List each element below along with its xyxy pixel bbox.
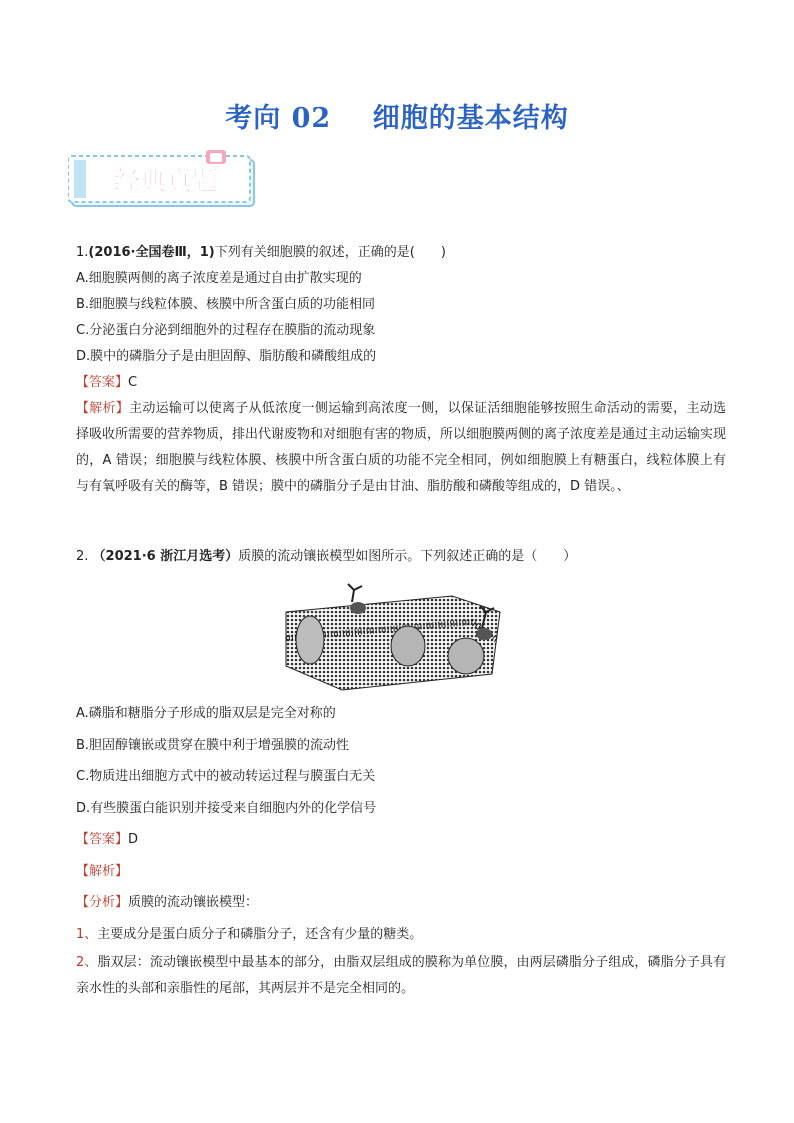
option-d: D.有些膜蛋白能识别并接受来自细胞内外的化学信号 <box>76 800 377 816</box>
question-2-stem: 2. （2021·6 浙江月选考）质膜的流动镶嵌模型如图所示。下列叙述正确的是（ ） <box>76 549 577 564</box>
point-1: 1、主要成分是蛋白质分子和磷脂分子，还含有少量的糖类。 <box>76 926 423 942</box>
answer-line: 【答案】C <box>76 375 138 390</box>
membrane-model-figure <box>282 582 504 694</box>
question-2 <box>76 544 726 570</box>
option-b: B.胆固醇镶嵌或贯穿在膜中利于增强膜的流动性 <box>76 737 350 753</box>
option-b: B.细胞膜与线粒体膜、核膜中所含蛋白质的功能相同 <box>76 297 376 312</box>
page-title: 考向 02 细胞的基本结构 <box>225 103 569 134</box>
option-d: D.膜中的磷脂分子是由胆固醇、脂肪酸和磷酸组成的 <box>76 349 377 364</box>
question-1 <box>76 240 726 500</box>
answer-line: 【答案】D <box>76 832 139 847</box>
option-c: C.分泌蛋白分泌到细胞外的过程存在膜脂的流动现象 <box>76 323 376 338</box>
banner-label: 经典真题 <box>113 167 219 197</box>
question-1-stem: 1.(2016·全国卷Ⅲ，1)下列有关细胞膜的叙述，正确的是( ) <box>76 245 446 260</box>
question-2-options <box>76 698 726 1002</box>
option-a: A.细胞膜两侧的离子浓度差是通过自由扩散实现的 <box>76 271 362 286</box>
option-a: A.磷脂和糖脂分子形成的脂双层是完全对称的 <box>76 706 336 721</box>
fenxi-line: 【分析】质膜的流动镶嵌模型： <box>76 895 259 910</box>
analysis-paragraph: 【解析】主动运输可以使离子从低浓度一侧运输到高浓度一侧，以保证活细胞能够按照生命活动的需要，主动选择吸收所需要的营养物质，排出代谢废物和对细胞有害的物质，所以细胞膜两侧的离子浓度差是通过主动运输实现的，A 错误；细胞膜与线粒体膜、核膜中所含蛋白质的功能不完全相同，例如细胞膜上有糖蛋白，线粒体膜上有与有氧呼吸有关的酶等，B 错误；膜中的磷脂分子是由甘油、脂肪酸和磷酸等组成的，D 错误。、 <box>76 401 727 494</box>
point-2: 2、脂双层：流动镶嵌模型中最基本的部分，由脂双层组成的膜称为单位膜，由两层磷脂分子组成，磷脂分子具有亲水性的头部和亲脂性的尾部，其两层并不是完全相同的。 <box>76 955 726 996</box>
analysis-label: 【解析】 <box>76 863 129 879</box>
paper-clip-icon <box>206 150 226 164</box>
section-banner <box>68 150 258 212</box>
option-c: C.物质进出细胞方式中的被动转运过程与膜蛋白无关 <box>76 769 376 784</box>
